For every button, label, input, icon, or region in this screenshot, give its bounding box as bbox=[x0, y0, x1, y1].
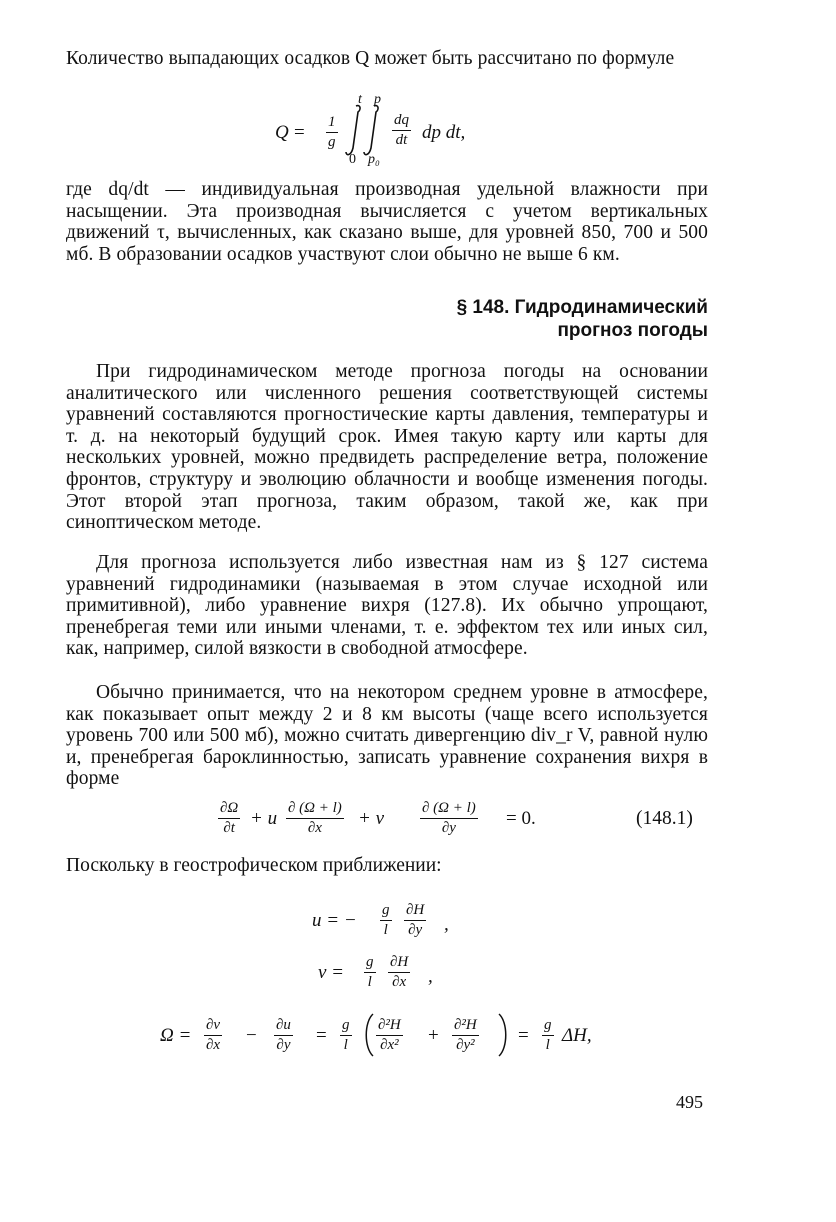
eq-omega-a bbox=[204, 1017, 222, 1054]
eq-v-f1-num: g bbox=[364, 954, 376, 973]
eq148-term3 bbox=[420, 800, 478, 837]
right-paren bbox=[496, 1012, 510, 1058]
eq-u-tail: , bbox=[444, 914, 449, 935]
eq148-t1-num: ∂Ω bbox=[218, 800, 240, 819]
eq148-plus-v: + v bbox=[358, 808, 385, 829]
eq-v-f2-den: ∂x bbox=[392, 974, 407, 990]
eq-omega-c-num: g bbox=[340, 1017, 352, 1036]
formula1-outer-upper: t bbox=[358, 92, 362, 107]
eq-omega-c-den: l bbox=[343, 1037, 348, 1053]
eq-omega-plus: + bbox=[428, 1025, 439, 1046]
eq148-term1 bbox=[218, 800, 240, 837]
eq-omega-f bbox=[542, 1017, 554, 1054]
eq-omega-minus: − bbox=[246, 1025, 257, 1046]
eq-u-f1-den: l bbox=[383, 922, 388, 938]
formula1-inner-upper: p bbox=[374, 92, 381, 107]
eq-omega-b-den: ∂y bbox=[276, 1037, 291, 1053]
formula1-outer-lower: 0 bbox=[349, 152, 356, 167]
paragraph-equations: Для прогноза используется либо известная нам из § 127 система уравнений гидродинамики (называемая в этом случае исходной или примитивной), либо уравнение вихря (127.8). Их обычно упрощают, пренебрегая теми или иными членами, т. е. эффектом тех или иных сил, как, например, силой вязкости в свободной атмосфере. bbox=[66, 552, 708, 660]
eq-omega-eq2: = bbox=[518, 1025, 529, 1046]
eq-omega-c bbox=[340, 1017, 352, 1054]
eq-omega-tail: ΔH, bbox=[562, 1025, 592, 1046]
eq-v-tail: , bbox=[428, 966, 433, 987]
eq-omega-d-den: ∂x² bbox=[380, 1037, 399, 1053]
formula1-coef-den: g bbox=[328, 134, 336, 150]
eq-omega-b-num: ∂u bbox=[274, 1017, 293, 1036]
eq-omega-d bbox=[376, 1017, 403, 1054]
page-number: 495 bbox=[676, 1092, 703, 1112]
eq-v-lhs: v = bbox=[318, 962, 345, 983]
eq-v-f1-den: l bbox=[367, 974, 372, 990]
eq-omega-d-num: ∂²H bbox=[376, 1017, 403, 1036]
eq-omega-e bbox=[452, 1017, 479, 1054]
eq-v-frac2 bbox=[388, 954, 410, 991]
eq-omega-b bbox=[274, 1017, 293, 1054]
formula1-inner-lower: p₀ bbox=[368, 152, 380, 167]
eq148-number: (148.1) bbox=[636, 808, 693, 829]
section-title-line2: прогноз погоды bbox=[557, 320, 708, 341]
eq-omega-f-num: g bbox=[542, 1017, 554, 1036]
eq-omega-e-den: ∂y² bbox=[456, 1037, 475, 1053]
formula1-integrand-num: dq bbox=[392, 112, 411, 131]
formula1-coefficient bbox=[326, 114, 338, 151]
eq-u-f2-num: ∂H bbox=[404, 902, 426, 921]
eq-u-lhs: u = − bbox=[312, 910, 357, 931]
eq148-t3-den: ∂y bbox=[441, 820, 456, 836]
eq-omega-e-num: ∂²H bbox=[452, 1017, 479, 1036]
formula1-lhs: Q bbox=[275, 122, 289, 143]
formula1-differentials: dp dt, bbox=[422, 122, 466, 143]
eq-omega-eq: = bbox=[316, 1025, 327, 1046]
eq148-t2-den: ∂x bbox=[307, 820, 322, 836]
paragraph-vorticity: Обычно принимается, что на некотором среднем уровне в атмосфере, как показывает опыт между 2 и 8 км высоты (чаще всего используется уровень 700 или 500 мб), можно считать дивергенцию div_r V, равной нулю и, пренебрегая бароклинностью, записать уравнение сохранения вихря в форме bbox=[66, 682, 708, 790]
eq148-t3-num: ∂ (Ω + l) bbox=[420, 800, 478, 819]
eq148-t2-num: ∂ (Ω + l) bbox=[286, 800, 344, 819]
eq-omega-f-den: l bbox=[545, 1037, 550, 1053]
eq-u-frac1 bbox=[380, 902, 392, 939]
eq-u-f2-den: ∂y bbox=[408, 922, 423, 938]
eq148-plus-u: + u bbox=[250, 808, 278, 829]
eq-u-f1-num: g bbox=[380, 902, 392, 921]
left-paren bbox=[362, 1012, 376, 1058]
double-integral-sign bbox=[344, 102, 388, 158]
intro-text: Количество выпадающих осадков Q может быть рассчитано по формуле bbox=[66, 48, 675, 69]
eq-omega-a-den: ∂x bbox=[206, 1037, 221, 1053]
formula1-equals: = bbox=[294, 122, 305, 143]
section-title-line1: § 148. Гидродинамический bbox=[456, 297, 708, 318]
eq148-t1-den: ∂t bbox=[223, 820, 235, 836]
paragraph-method: При гидродинамическом методе прогноза погоды на основании аналитического или численного решения соответствующей системы уравнений составляются прогностические карты давления, температуры и т. д. на некоторый будущий срок. Имея такую карту или карты для нескольких уровней, можно предвидеть распределение ветра, положение фронтов, структуру и эволюцию облачности и вообще изменения погоды. Этот второй этап прогноза, таким образом, такой же, как при синоптическом методе. bbox=[66, 361, 708, 534]
eq-omega-a-num: ∂v bbox=[204, 1017, 222, 1036]
where-paragraph: где dq/dt — индивидуальная производная удельной влажности при насыщении. Эта производная вычисляется с учетом вертикальных движений τ, вычисленных, как сказано выше, для уровней 850, 700 и 500 мб. В образовании осадков участвуют слои обычно не выше 6 км. bbox=[66, 179, 708, 265]
eq-u-frac2 bbox=[404, 902, 426, 939]
formula1-integrand bbox=[392, 112, 411, 149]
eq-v-f2-num: ∂H bbox=[388, 954, 410, 973]
eq-v-frac1 bbox=[364, 954, 376, 991]
geostrophic-lead: Поскольку в геострофическом приближении: bbox=[66, 855, 442, 876]
formula1-coef-num: 1 bbox=[326, 114, 338, 133]
eq148-term2 bbox=[286, 800, 344, 837]
formula1-integrand-den: dt bbox=[395, 132, 408, 148]
eq148-rhs: = 0. bbox=[506, 808, 536, 829]
eq-omega-lhs: Ω = bbox=[160, 1025, 192, 1046]
